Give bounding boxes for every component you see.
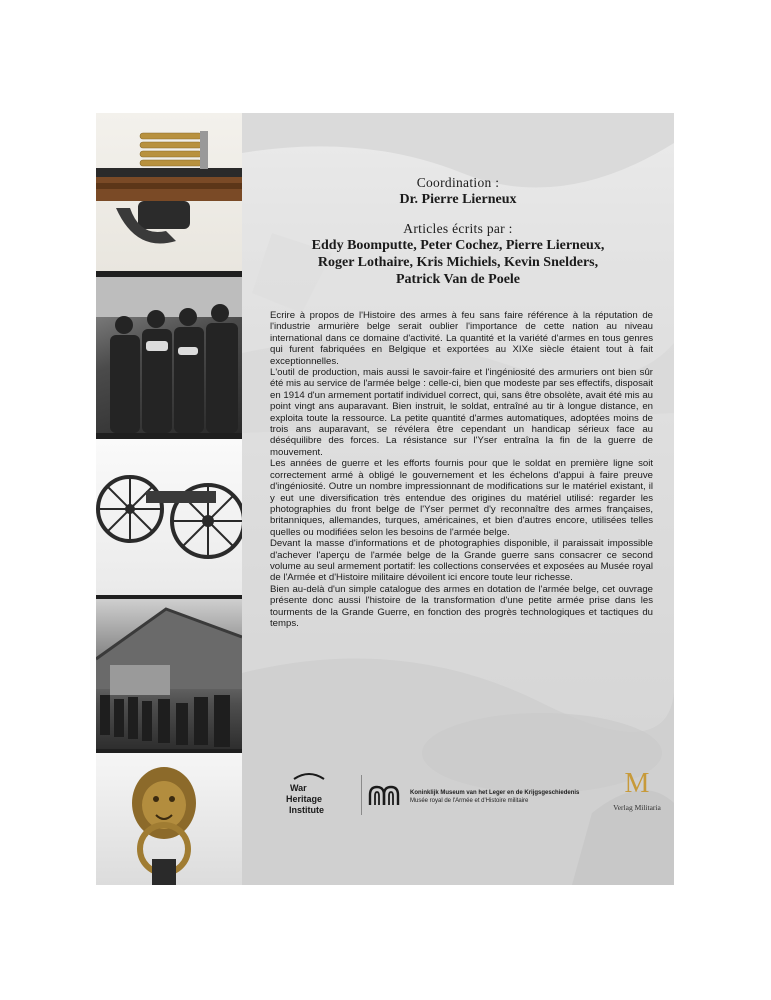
authors-line-2: Roger Lothaire, Kris Michiels, Kevin Snelders, xyxy=(317,255,599,270)
verlag-militaria-name: Verlag Militaria xyxy=(613,803,661,812)
rifle-clip-photo xyxy=(96,113,242,271)
svg-text:Institute: Institute xyxy=(289,805,324,815)
verlag-militaria-logo: M xyxy=(624,768,650,799)
logo-divider xyxy=(361,775,362,815)
paragraph-4: Devant la masse d'informations et de photographies disponible, il paraissait impossible d'achever l'aperçu de l'armée belge de la Grande guerre sans consacrer ce second volume au seul armement portatif: les collections conservées et exposées au Musée royal de l'Armée et d'Histoire militaire dévoilent ici encore toute leur richesse. xyxy=(270,538,653,584)
credits-header xyxy=(242,175,674,288)
svg-text:War: War xyxy=(290,783,307,793)
publisher-logos xyxy=(242,765,674,845)
book-back-cover xyxy=(96,113,674,885)
text-panel xyxy=(242,113,674,885)
paragraph-1: Ecrire à propos de l'Histoire des armes à feu sans faire référence à la réputation de l'industrie armurière belge serait oublier l'importance de cette nation au niveau international dans ce domaine d'activité. La quantité et la variété d'armes en tous genres qui furent fabriquées en Belgique et exportées au XIXe siècle étaient tout à fait exceptionnelles. xyxy=(270,310,653,367)
paragraph-3: Les années de guerre et les efforts fournis pour que le soldat en première ligne soit correctement armé à obligé le gouvernement et les échelons d'appui à faire preuve d'ingéniosité. Outre un nombre impressionnant de modifications sur le matériel existant, il y eut une diversification très entendue des origines du matériel utilisé: regarder les photographies du front belge de l'Yser permet d'y reconnaître des armes françaises, britanniques, allemandes, turques, américaines, et bien d'autres encore, utilisées telles quelles ou modifiées selon les besoins de l'armée belge. xyxy=(270,458,653,538)
soldiers-photo xyxy=(96,277,242,433)
authors-line-3: Patrick Van de Poele xyxy=(395,272,521,287)
museum-name-fr: Musée royal de l'Armée et d'Histoire militaire xyxy=(410,798,529,804)
photo-strip xyxy=(96,113,242,885)
svg-text:Heritage: Heritage xyxy=(286,794,323,804)
paragraph-5: Bien au-delà d'un simple catalogue des armes en dotation de l'armée belge, cet ouvrage présente donc aussi l'histoire de la transformation d'une petite armée prise dans les tourments de la Grande Guerre, en fonction des progrès technologiques et tactiques du temps. xyxy=(270,583,653,629)
museum-name xyxy=(410,789,610,805)
coordination-label: Coordination : xyxy=(416,175,500,190)
authors-label: Articles écrits par : xyxy=(403,221,513,236)
village-soldiers-photo xyxy=(96,599,242,749)
paragraph-2: L'outil de production, mais aussi le savoir-faire et l'ingéniosité des armuriers ont bien sûr été mis au service de l'armée belge : celle-ci, bien que modeste par ses effectifs, disposait en 1914 d'un armement portatif individuel correct, qui, sans être obsolète, avait été mis au point vingt ans auparavant. Bien instruit, le soldat, entraîné au tir à longue distance, en exploita toute la ressource. La petite quantité d'armes automatiques, adoptées moins de trois ans auparavant, se révélera être cependant un handicap sérieux face au déséquilibre des forces. La résistance sur l'Yser entraîna la fin de la guerre de mouvement. xyxy=(270,367,653,458)
museum-arch-logo xyxy=(368,783,400,807)
cannon-wheels-photo xyxy=(96,439,242,595)
authors-line-1: Eddy Boomputte, Peter Cochez, Pierre Lierneux, xyxy=(311,238,605,253)
description-text xyxy=(270,310,653,629)
museum-name-nl: Koninklijk Museum van het Leger en de Krijgsgeschiedenis xyxy=(410,790,580,796)
coordinator-name: Dr. Pierre Lierneux xyxy=(399,192,517,207)
lion-knocker-photo xyxy=(96,753,242,885)
war-heritage-logo xyxy=(280,771,338,821)
